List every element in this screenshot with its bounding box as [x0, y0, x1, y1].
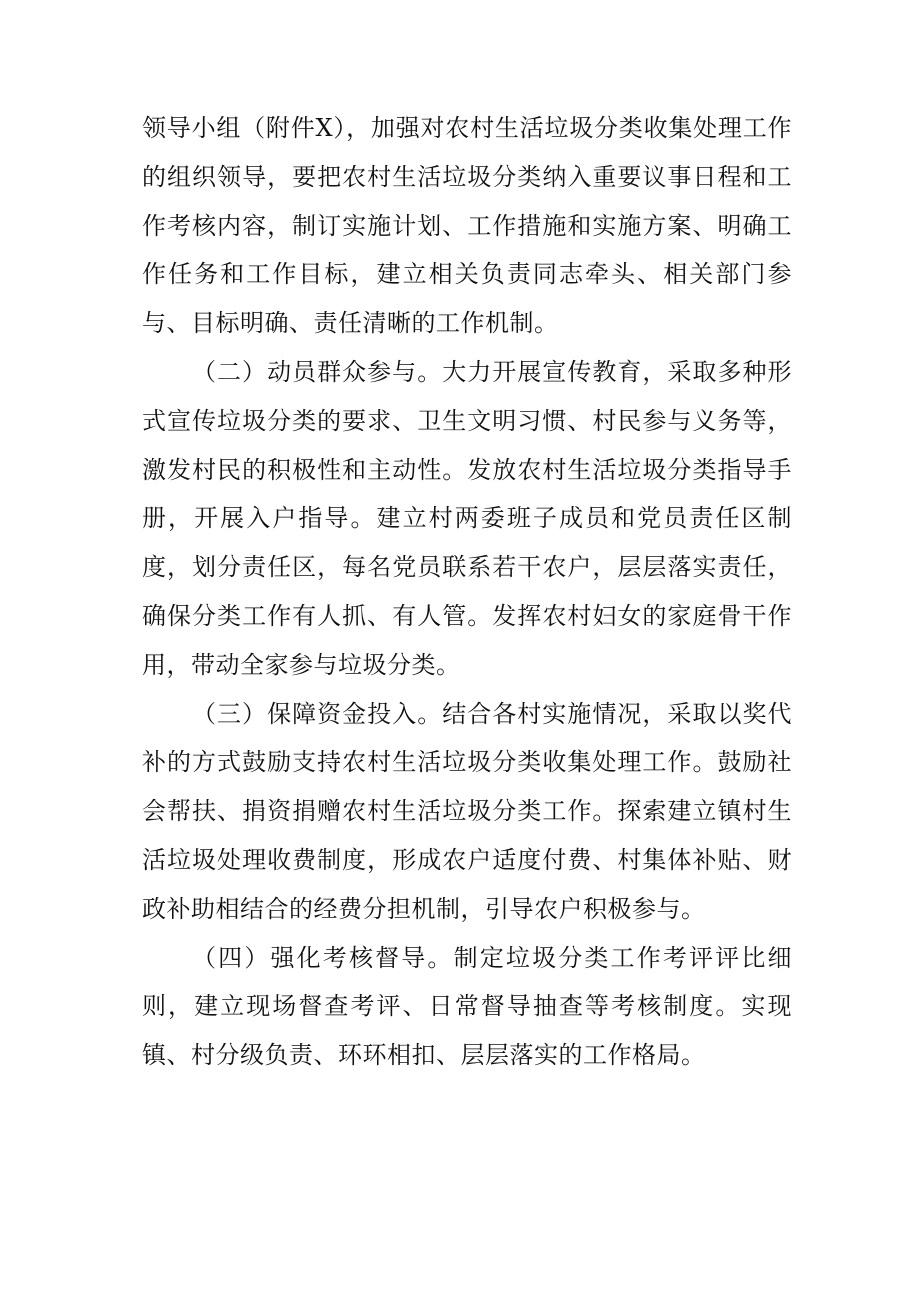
- paragraph-funding: （三）保障资金投入。结合各村实施情况，采取以奖代补的方式鼓励支持农村生活垃圾分类收集处理工作。鼓励社会帮扶、捐资捐赠农村生活垃圾分类工作。探索建立镇村生活垃圾处理收费制度，形成农户适度付费、村集体补贴、财政补助相结合的经费分担机制，引导农户积极参与。: [142, 699, 792, 923]
- paragraph-mobilize-public: （二）动员群众参与。大力开展宣传教育，采取多种形式宣传垃圾分类的要求、卫生文明习惯、村民参与义务等，激发村民的积极性和主动性。发放农村生活垃圾分类指导手册，开展入户指导。建立村两委班子成员和党员责任区制度，划分责任区，每名党员联系若干农户，层层落实责任，确保分类工作有人抓、有人管。发挥农村妇女的家庭骨干作用，带动全家参与垃圾分类。: [142, 357, 792, 679]
- document-body: [142, 104, 792, 1080]
- paragraph-assessment: （四）强化考核督导。制定垃圾分类工作考评评比细则，建立现场督查考评、日常督导抽查等考核制度。实现镇、村分级负责、环环相扣、层层落实的工作格局。: [142, 943, 792, 1070]
- paragraph-continuation: 领导小组（附件X），加强对农村生活垃圾分类收集处理工作的组织领导，要把农村生活垃圾分类纳入重要议事日程和工作考核内容，制订实施计划、工作措施和实施方案、明确工作任务和工作目标，建立相关负责同志牵头、相关部门参与、目标明确、责任清晰的工作机制。: [142, 114, 792, 338]
